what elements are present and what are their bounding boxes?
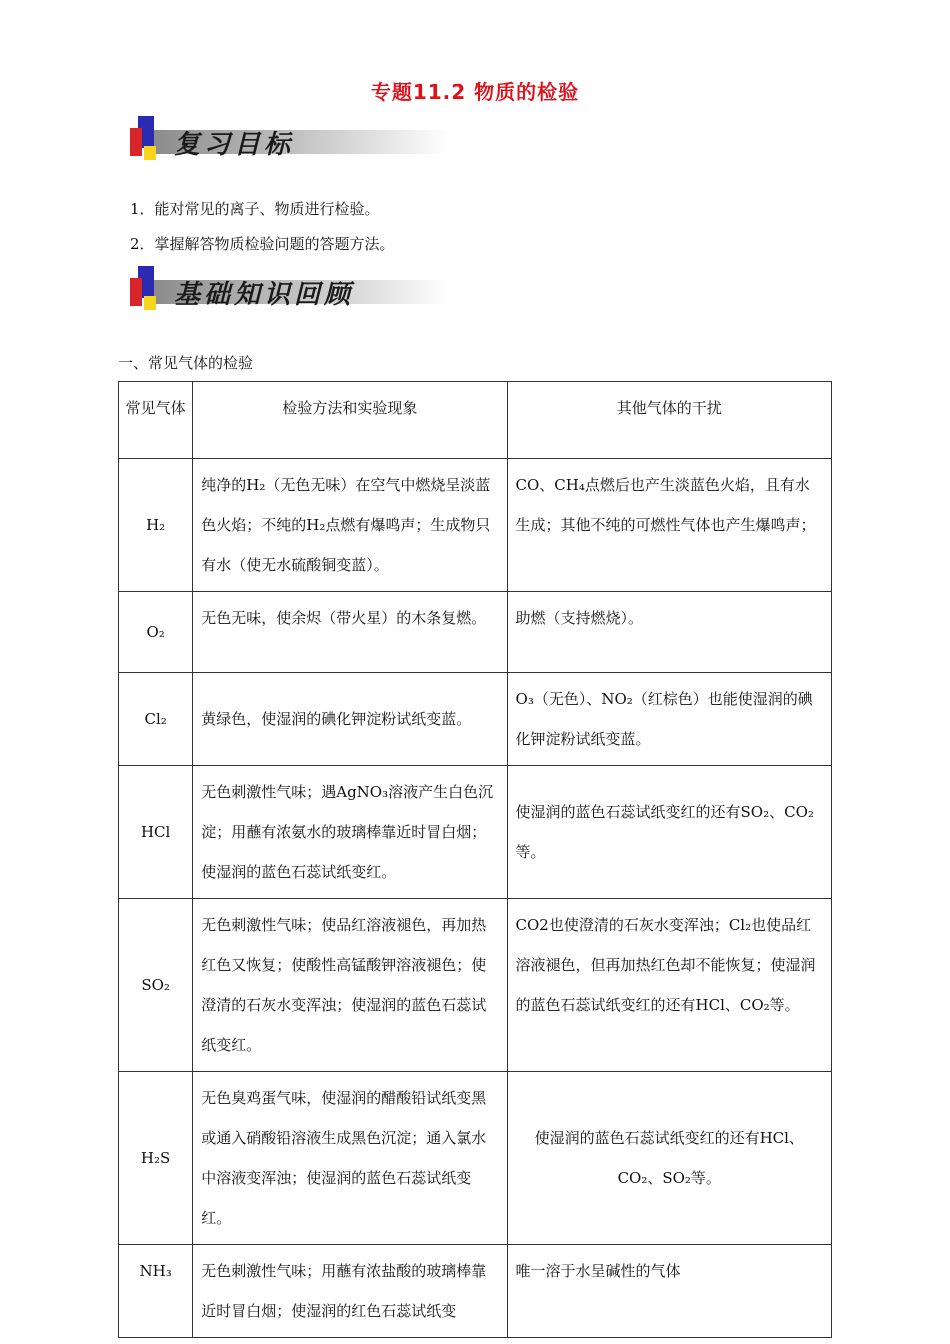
cell-interference: 唯一溶于水呈碱性的气体 <box>507 1245 831 1338</box>
objective-2: 2．掌握解答物质检验问题的答题方法。 <box>130 235 395 253</box>
table-row <box>119 459 832 592</box>
banner-block-red <box>130 278 142 306</box>
header-gas: 常见气体 <box>119 382 193 459</box>
cell-gas: HCl <box>119 766 193 899</box>
table-row <box>119 592 832 673</box>
table-row <box>119 1072 832 1245</box>
table-header-row <box>119 382 832 459</box>
banner-label: 复习目标 <box>174 130 295 160</box>
cell-method: 无色刺激性气味；使品红溶液褪色，再加热红色又恢复；使酸性高锰酸钾溶液褪色；使澄清的石灰水变浑浊；使湿润的蓝色石蕊试纸变红。 <box>193 899 507 1072</box>
banner-block-yellow <box>144 296 156 310</box>
table-row <box>119 899 832 1072</box>
cell-method: 纯净的H₂（无色无味）在空气中燃烧呈淡蓝色火焰；不纯的H₂点燃有爆鸣声；生成物只有水（使无水硫酸铜变蓝）。 <box>193 459 507 592</box>
cell-interference: 使湿润的蓝色石蕊试纸变红的还有HCl、CO₂、SO₂等。 <box>507 1072 831 1245</box>
section-banner-basics <box>130 266 460 322</box>
gas-detection-table <box>118 381 832 1338</box>
cell-gas: H₂ <box>119 459 193 592</box>
section-heading: 一、常见气体的检验 <box>118 354 254 372</box>
objective-1: 1．能对常见的离子、物质进行检验。 <box>130 200 380 218</box>
header-method: 检验方法和实验现象 <box>193 382 507 459</box>
cell-method: 无色刺激性气味；遇AgNO₃溶液产生白色沉淀；用蘸有浓氨水的玻璃棒靠近时冒白烟；使湿润的蓝色石蕊试纸变红。 <box>193 766 507 899</box>
banner-label: 基础知识回顾 <box>174 280 355 310</box>
cell-method: 黄绿色，使湿润的碘化钾淀粉试纸变蓝。 <box>193 673 507 766</box>
table-row <box>119 1245 832 1338</box>
cell-method: 无色臭鸡蛋气味，使湿润的醋酸铅试纸变黑或通入硝酸铅溶液生成黑色沉淀；通入氯水中溶液变浑浊；使湿润的蓝色石蕊试纸变红。 <box>193 1072 507 1245</box>
cell-interference: 使湿润的蓝色石蕊试纸变红的还有SO₂、CO₂等。 <box>507 766 831 899</box>
table-row <box>119 673 832 766</box>
cell-method: 无色刺激性气味；用蘸有浓盐酸的玻璃棒靠近时冒白烟；使湿润的红色石蕊试纸变 <box>193 1245 507 1338</box>
cell-interference: 助燃（支持燃烧）。 <box>507 592 831 673</box>
header-interference: 其他气体的干扰 <box>507 382 831 459</box>
cell-interference: CO、CH₄点燃后也产生淡蓝色火焰，且有水生成；其他不纯的可燃性气体也产生爆鸣声； <box>507 459 831 592</box>
cell-gas: Cl₂ <box>119 673 193 766</box>
banner-block-yellow <box>144 146 156 160</box>
cell-gas: SO₂ <box>119 899 193 1072</box>
section-banner-objectives <box>130 116 460 172</box>
cell-gas: O₂ <box>119 592 193 673</box>
cell-method: 无色无味，使余烬（带火星）的木条复燃。 <box>193 592 507 673</box>
cell-gas: NH₃ <box>119 1245 193 1338</box>
table-row <box>119 766 832 899</box>
cell-gas: H₂S <box>119 1072 193 1245</box>
page-title: 专题11.2 物质的检验 <box>370 80 580 104</box>
banner-block-red <box>130 128 142 156</box>
cell-interference: CO2也使澄清的石灰水变浑浊；Cl₂也使品红溶液褪色，但再加热红色却不能恢复；使湿润的蓝色石蕊试纸变红的还有HCl、CO₂等。 <box>507 899 831 1072</box>
cell-interference: O₃（无色）、NO₂（红棕色）也能使湿润的碘化钾淀粉试纸变蓝。 <box>507 673 831 766</box>
